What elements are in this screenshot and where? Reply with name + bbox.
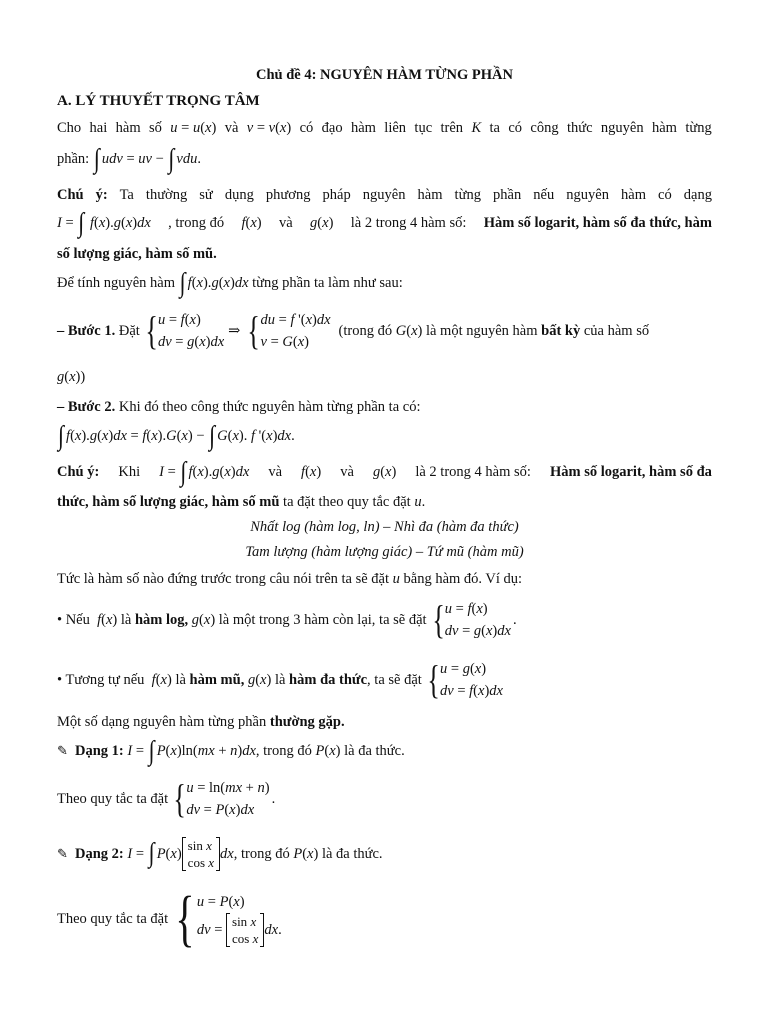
implies-arrow: ⇒ [228,323,241,339]
formula-v: v = v(x) [246,120,292,136]
note1-line-2: I = ∫ f(x).g(x)dx , trong đó f(x) và g(x) là 2 trong 4 hàm số: Hàm số logarit, hàm số đa thức, hàm [57,206,712,238]
dang1-rule: Theo quy tắc ta đặt { u = ln(mx + n) dv = P(x)dx . [57,776,276,821]
dang2-rule: Theo quy tắc ta đặt { u = P(x) dv = sin x cos x dx . [57,885,282,953]
case1-line: • Nếu f(x) là hàm log, g(x) là một trong 3 hàm còn lại, ta sẽ đặt { u = f(x) dv = g(x)dx . [57,597,517,642]
note2-line-1: Chú ý: Khi I = ∫ f(x).g(x)dx và f(x) và g(x) là 2 trong 4 hàm số: Hàm số logarit, hàm số đa [57,455,712,487]
pencil-icon: ✎ [57,846,68,861]
rule-line-2: Tam lượng (hàm lượng giác) – Tứ mũ (hàm mũ) [245,544,524,560]
step2-formula: ∫ f(x).g(x)dx = f(x).G(x) − ∫ G(x). f '(x)dx. [58,419,295,451]
case2-system: { u = g(x) dv = f(x)dx [427,657,503,702]
intro-line-2: phần: ∫ udv = uv − ∫ vdu. [57,142,201,174]
formula-u: u = u(x) [170,120,217,136]
dang2-line: ✎ Dạng 2: I = ∫ P(x) sin x cos x dx , trong đó P(x) là đa thức. [57,836,383,870]
pencil-icon: ✎ [57,743,68,758]
intro-line-1: Cho hai hàm số u = u(x) và v = v(x) có đạo hàm liên tục trên K ta có công thức nguyên hàm từng [57,117,712,139]
step1-line: – Bước 1. Đặt { u = f(x) dv = g(x)dx ⇒ { du = f '(x)dx v = G(x) (trong đó G(x) là một nguyên hàm bất kỳ của hàm số [57,308,650,353]
rule-line-1: Nhất log (hàm log, ln) – Nhì đa (hàm đa thức) [250,519,519,535]
system-du-v: { du = f '(x)dx v = G(x) [247,308,331,353]
step2-line: – Bước 2. Khi đó theo công thức nguyên hàm từng phần ta có: [57,399,421,415]
dang1-line: ✎ Dạng 1: I = ∫ P(x)ln(mx + n)dx, trong đó P(x) là đa thức. [57,734,405,766]
note2-line-2: thức, hàm số lượng giác, hàm số mũ ta đặt theo quy tắc đặt u. [57,494,426,510]
case1-system: { u = f(x) dv = g(x)dx [431,597,511,642]
note1-line-1: Chú ý: Ta thường sử dụng phương pháp nguyên hàm từng phần nếu nguyên hàm có dạng [57,187,712,203]
compute-intro: Để tính nguyên hàm ∫ f(x).g(x)dx từng phần ta làm như sau: [57,266,403,298]
case2-line: • Tương tự nếu f(x) là hàm mũ, g(x) là hàm đa thức , ta sẽ đặt { u = g(x) dv = f(x)dx [57,657,503,702]
sin-cos-bracket: sin x cos x [182,837,220,871]
system-u-dv: { u = f(x) dv = g(x)dx [145,308,225,353]
step1-gx: g(x)) [57,369,86,385]
page-title: Chủ đề 4: NGUYÊN HÀM TỪNG PHẦN [256,67,513,83]
dang2-system: { u = P(x) dv = sin x cos x dx . [175,885,282,953]
note1-line-3: số lượng giác, hàm số mũ. [57,246,217,262]
formula-parts: ∫ udv = uv − ∫ vdu. [93,142,201,174]
dang1-system: { u = ln(mx + n) dv = P(x)dx [173,776,270,821]
rule-explain: Tức là hàm số nào đứng trước trong câu nói trên ta sẽ đặt u bằng hàm đó. Ví dụ: [57,571,523,587]
common-forms: Một số dạng nguyên hàm từng phần thường gặp. [57,714,345,730]
section-heading: A. LÝ THUYẾT TRỌNG TÂM [57,93,260,109]
